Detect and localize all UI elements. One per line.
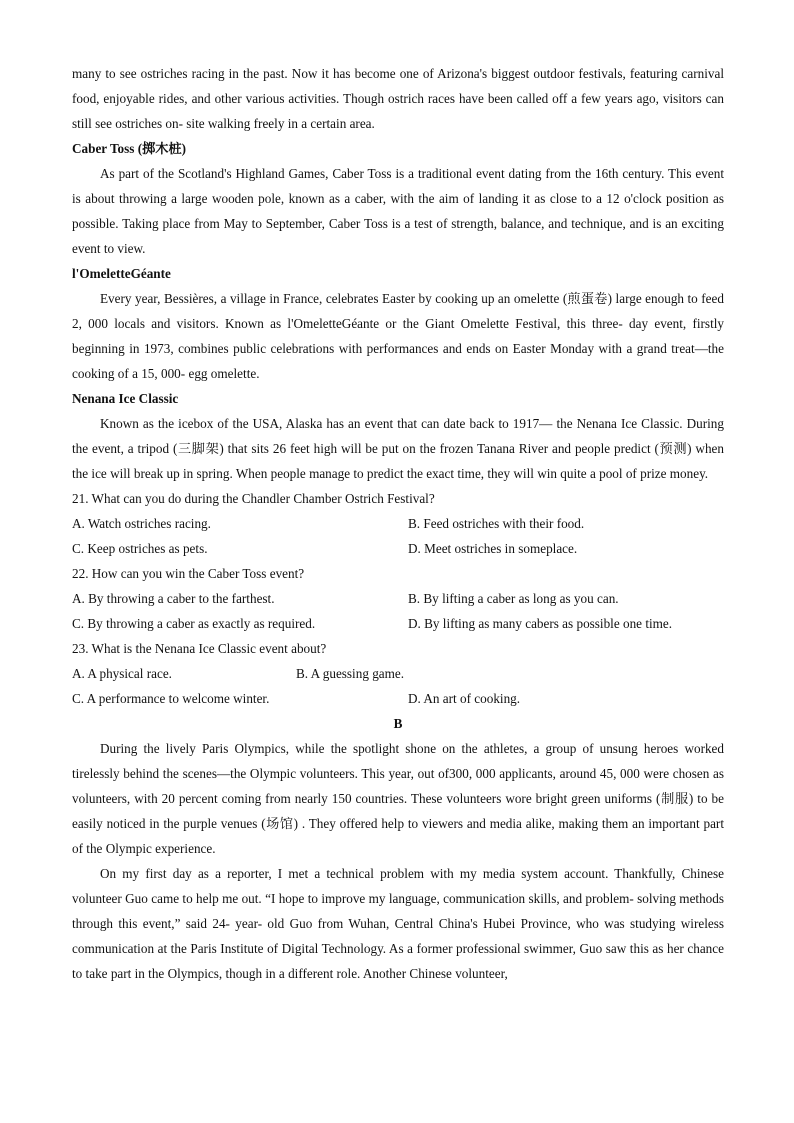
question-23: [72, 636, 724, 711]
option-a: A. A physical race.: [72, 666, 172, 681]
option-c: C. Keep ostriches as pets.: [72, 541, 208, 556]
option-c: C. By throwing a caber as exactly as required.: [72, 616, 316, 631]
option-b: B. A guessing game.: [296, 666, 405, 681]
nenana-paragraph: Known as the icebox of the USA, Alaska has an event that can date back to 1917— the Nenana Ice Classic. During the event, a tripod (三脚架) that sits 26 feet high will be put on the frozen Tanana River and people predict (预测) when the ice will break up in spring. When people manage to predict the exact time, they will win quite a pool of prize money.: [72, 416, 724, 481]
question-22: [72, 561, 724, 636]
option-d: D. Meet ostriches in someplace.: [408, 541, 578, 556]
question-stem: 22. How can you win the Caber Toss event?: [72, 566, 305, 581]
option-a: A. By throwing a caber to the farthest.: [72, 591, 275, 606]
question-stem: 21. What can you do during the Chandler Chamber Ostrich Festival?: [72, 491, 435, 506]
section-b-label: B: [393, 716, 403, 731]
document-page: [72, 61, 724, 986]
option-d: D. By lifting as many cabers as possible one time.: [408, 616, 673, 631]
question-21: [72, 486, 724, 561]
caber-toss-paragraph: As part of the Scotland's Highland Games, Caber Toss is a traditional event dating from the 16th century. This event is about throwing a large wooden pole, known as a caber, with the aim of landing it as close to a 12 o'clock position as possible. Taking place from May to September, Caber Toss is a test of strength, balance, and technique, and is an exciting event to view.: [72, 166, 724, 256]
caber-toss-heading: Caber Toss (掷木桩): [72, 141, 187, 156]
option-a: A. Watch ostriches racing.: [72, 516, 211, 531]
omelette-heading: l'OmeletteGéante: [72, 266, 171, 281]
options: [72, 511, 724, 561]
option-b: B. Feed ostriches with their food.: [408, 516, 585, 531]
option-d: D. An art of cooking.: [408, 691, 521, 706]
option-b: B. By lifting a caber as long as you can.: [408, 591, 619, 606]
question-stem: 23. What is the Nenana Ice Classic event about?: [72, 641, 327, 656]
section-b-paragraph-2: On my first day as a reporter, I met a technical problem with my media system account. Thankfully, Chinese volunteer Guo came to help me out. “I hope to improve my language, communication skills, and problem- solving methods through this event,” said 24- year- old Guo from Wuhan, Central China's Hubei Province, who was studying wireless communication at the Paris Institute of Digital Technology. As a former professional swimmer, Guo saw this as her chance to take part in the Olympics, though in a different role. Another Chinese volunteer,: [72, 866, 724, 981]
options: [72, 586, 724, 636]
intro-paragraph: many to see ostriches racing in the past. Now it has become one of Arizona's biggest outdoor festivals, featuring carnival food, enjoyable rides, and other various activities. Though ostrich races have been called off a few years ago, visitors can still see ostriches on- site walking freely in a certain area.: [72, 66, 724, 131]
options: [72, 661, 724, 711]
omelette-paragraph: Every year, Bessières, a village in France, celebrates Easter by cooking up an omelette (煎蛋卷) large enough to feed 2, 000 locals and visitors. Known as l'OmeletteGéante or the Giant Omelette Festival, this three- day event, firstly beginning in 1973, combines public celebrations with performances and ends on Easter Monday with a grand treat—the cooking of a 15, 000- egg omelette.: [72, 291, 724, 381]
option-c: C. A performance to welcome winter.: [72, 691, 270, 706]
nenana-heading: Nenana Ice Classic: [72, 391, 179, 406]
section-b-paragraph-1: During the lively Paris Olympics, while the spotlight shone on the athletes, a group of unsung heroes worked tirelessly behind the scenes—the Olympic volunteers. This year, out of300, 000 applicants, around 45, 000 were chosen as volunteers, with 20 percent coming from nearly 150 countries. These volunteers wore bright green uniforms (制服) to be easily noticed in the purple venues (场馆) . They offered help to viewers and media alike, making them an important part of the Olympic experience.: [72, 741, 724, 856]
